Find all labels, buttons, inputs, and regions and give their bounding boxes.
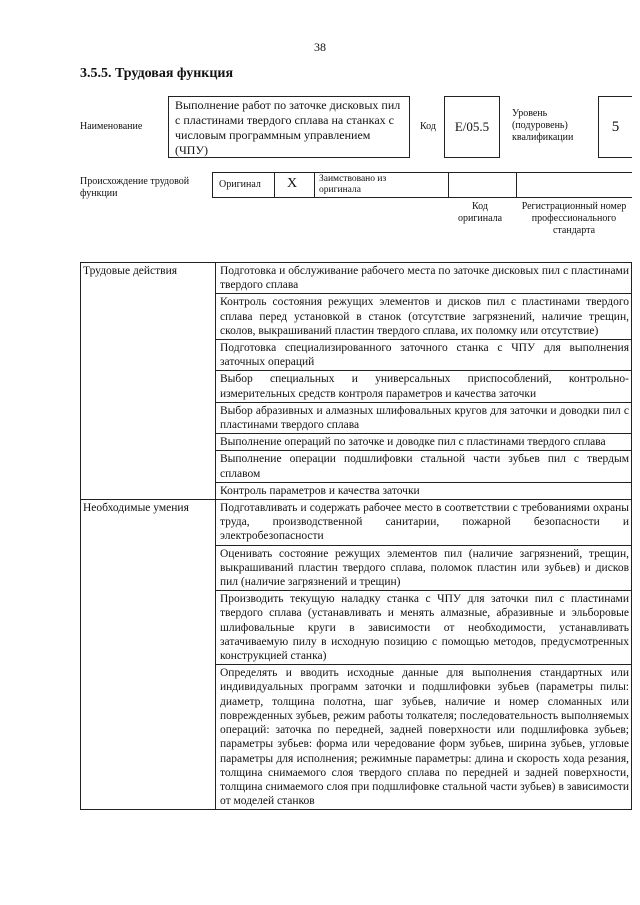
borrowed-label: Заимствовано из оригинала: [319, 174, 387, 195]
original-mark: X: [287, 176, 298, 191]
labor-function-table: [80, 262, 632, 810]
table-cell: Выполнение операции подшлифовки стальной части зубьев пил с твердым сплавом: [216, 451, 632, 482]
original-cell: [213, 173, 275, 197]
borrowed-cell: [315, 173, 449, 197]
name-label: Наименование: [80, 121, 143, 132]
level-value-box: 5: [598, 96, 632, 158]
table-row: [81, 500, 632, 546]
reg-number-cell: [517, 173, 633, 197]
reg-number-caption: Регистрационный номер профессионального стандарта: [521, 201, 627, 236]
table-cell: Контроль состояния режущих элементов и дисков пил с пластинами твердого сплава перед установкой в станок (отсутствие загрязнений, наличие трещин, сколов, выкрашиваний пластин твердого сплава, их поломку или отсутствие): [216, 294, 632, 340]
category-required-skills: Необходимые умения: [81, 500, 216, 810]
function-name-box: Выполнение работ по заточке дисковых пил с пластинами твердого сплава на станках с числовым программным управлением (ЧПУ): [168, 96, 410, 158]
table-cell: Производить текущую наладку станка с ЧПУ для заточки пил с пластинами твердого сплава (устанавливать и менять алмазные, абразивные и эльборовые шлифовальные круги в зависимости от необходимости, устанавливать затачиваемую пилу в исходную позицию с помощью методов, предусмотренных конструкцией станка): [216, 591, 632, 665]
table-cell: Выполнение операций по заточке и доводке пил с пластинами твердого сплава: [216, 434, 632, 451]
table-cell: Подготовка и обслуживание рабочего места по заточке дисковых пил с пластинами твердого сплава: [216, 263, 632, 294]
table-row: [81, 263, 632, 294]
section-title: 3.5.5. Трудовая функция: [80, 66, 234, 81]
table-cell: Подготовка специализированного заточного станка с ЧПУ для выполнения заточных операций: [216, 340, 632, 371]
original-mark-cell: [275, 173, 315, 197]
code-original-cell: [449, 173, 517, 197]
table-cell: Выбор абразивных и алмазных шлифовальных кругов для заточки и доводки пил с пластинами твердого сплава: [216, 402, 632, 433]
original-label: Оригинал: [219, 179, 261, 190]
origin-row: [212, 172, 632, 198]
page-number: 38: [314, 40, 326, 54]
category-labor-actions: Трудовые действия: [81, 263, 216, 500]
table-cell: Контроль параметров и качества заточки: [216, 482, 632, 499]
level-label: Уровень (подуровень) квалификации: [512, 108, 574, 143]
table-cell: Определять и вводить исходные данные для выполнения стандартных или индивидуальных программ заточки и подшлифовки зубьев (параметры пилы: диаметр, толщина полотна, шаг зубьев, наличие и номер сломанных или поврежденных зубьев, режим работы толкателя; последовательность выполняемых операций: заточка по передней, задней поверхности или подшлифовка зубьев; параметры зубьев: форма или чередование форм зубьев, ширина зубьев, угловые параметры для исполнения; режимные параметры: длина и скорость хода резания, толщина снимаемого слоя твердого сплава по передней и задней поверхности, толщина снимаемого слоя при подшлифовке стальной части зубьев) в зависимости от моделей станков: [216, 665, 632, 810]
table-cell: Оценивать состояние режущих элементов пил (наличие загрязнений, трещин, выкрашиваний пластин твердого сплава, поломок пластин или зубьев) и дисков пил (наличие загрязнений и трещин): [216, 545, 632, 591]
code-original-caption: Код оригинала: [457, 201, 503, 224]
origin-label: Происхождение трудовой функции: [80, 176, 190, 199]
table-cell: Подготавливать и содержать рабочее место в соответствии с требованиями охраны труда, производственной санитарии, пожарной безопасности и электробезопасности: [216, 500, 632, 546]
table-cell: Выбор специальных и универсальных приспособлений, контрольно-измерительных средств контроля параметров и качества заточки: [216, 371, 632, 402]
code-label: Код: [420, 121, 436, 132]
code-value-box: E/05.5: [444, 96, 500, 158]
